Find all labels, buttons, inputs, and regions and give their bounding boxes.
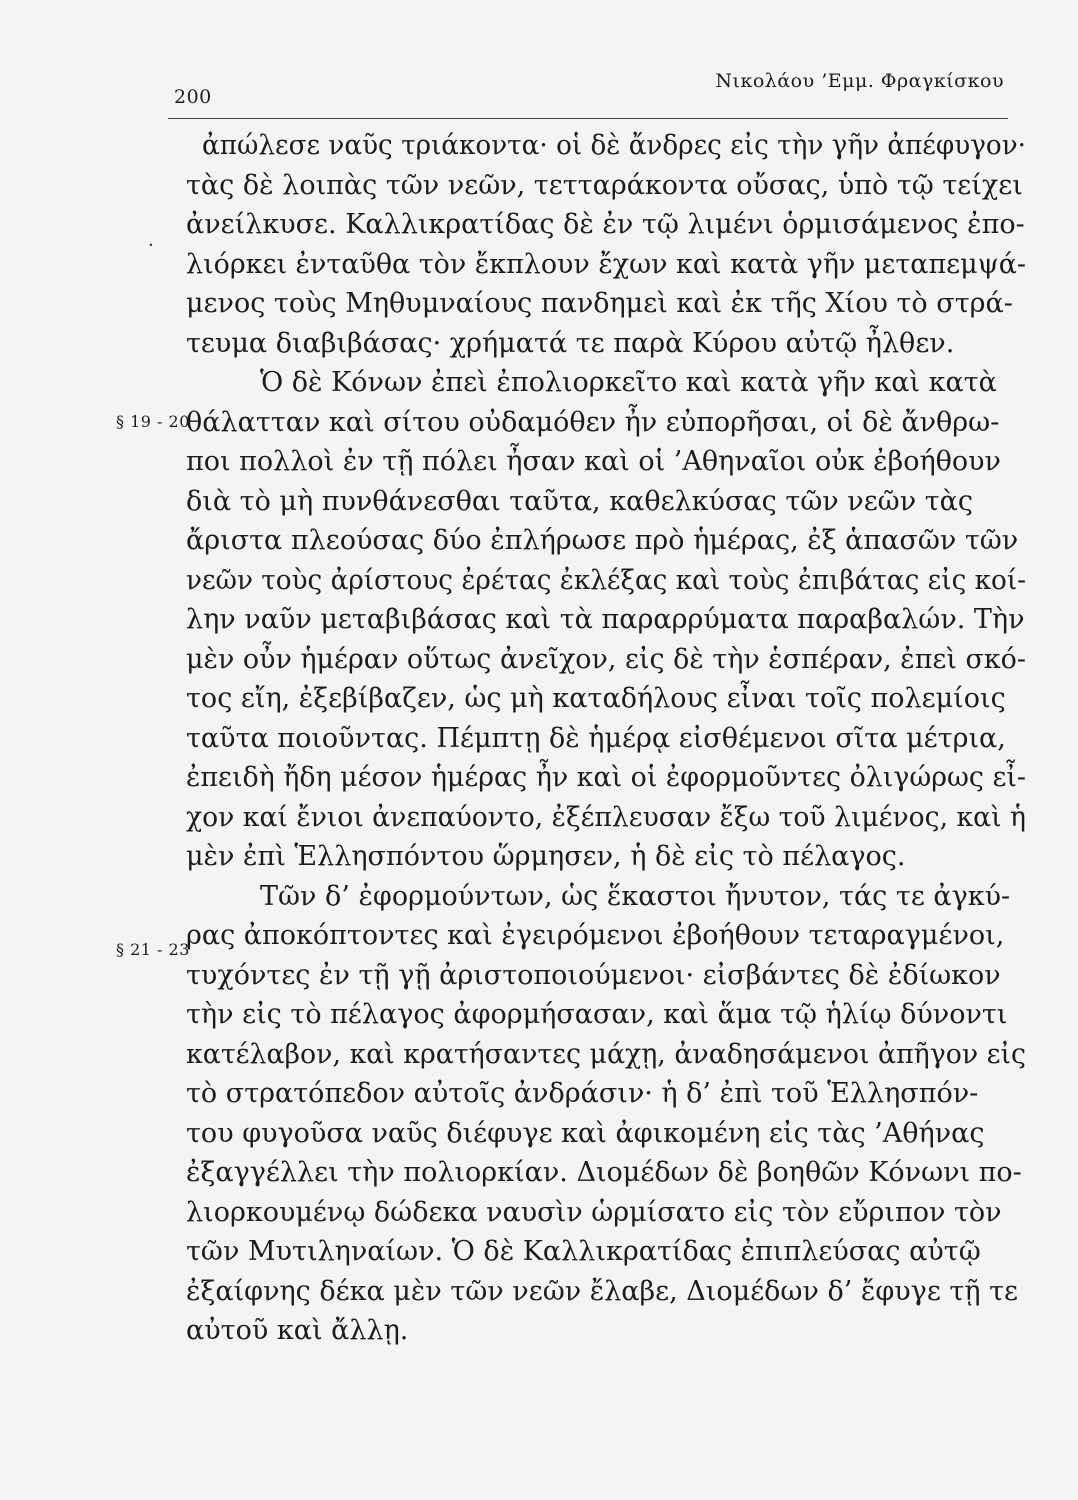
text-line-9: ποι πολλοὶ ἐν τῇ πόλει ἦσαν καὶ οἱ ’Αθηναῖοι οὐκ ἐβοήθουν (186, 446, 1001, 477)
text-line-1: ἀπώλεσε ναῦς τριάκοντα· οἱ δὲ ἄνδρες εἰς τὴν γῆν ἀπέφυγον· (202, 130, 1026, 161)
text-line-6: τευμα διαβιβάσας· χρήματά τε παρὰ Κύρου αὐτῷ ἦλθεν. (186, 327, 955, 359)
text-line-8: θάλατταν καὶ σίτου οὐδαμόθεν ἦν εὐπορῆσαι, οἱ δὲ ἄνθρω- (186, 406, 1000, 438)
text-line-7: Ὁ δὲ Κόνων ἐπεὶ ἐπολιορκεῖτο καὶ κατὰ γῆν καὶ κατὰ (260, 367, 997, 398)
text-line-3: ἀνείλκυσε. Καλλικρατίδας δὲ ἐν τῷ λιμένι ὁρμισάμενος ἐπο- (186, 209, 1025, 240)
marginal-note-21-23: § 21 - 23 (116, 940, 190, 959)
marginal-note-19-20: § 19 - 20 (116, 412, 190, 431)
text-line-17: ἐπειδὴ ἤδη μέσον ἡμέρας ἦν καὶ οἱ ἐφορμοῦντες ὀλιγώρως εἶ- (186, 762, 1026, 793)
text-line-22: τυχόντες ἐν τῇ γῇ ἀριστοποιούμενοι· εἰσβάντες δὲ ἐδίωκον (186, 959, 1001, 991)
text-line-4: λιόρκει ἐνταῦθα τὸν ἔκπλουν ἔχων καὶ κατὰ γῆν μεταπεμψά- (186, 248, 1026, 280)
text-line-21: ρας ἀποκόπτοντες καὶ ἐγειρόμενοι ἐβοήθουν τεταραγμένοι, (186, 920, 1005, 951)
page-header (168, 70, 1008, 119)
margin-dot: · (148, 235, 154, 256)
text-line-14: μὲν οὖν ἡμέραν οὕτως ἀνεῖχον, εἰς δὲ τὴν ἑσπέραν, ἐπεὶ σκό- (186, 643, 1026, 675)
text-line-11: ἄριστα πλεούσας δύο ἐπλήρωσε πρὸ ἡμέρας, ἐξ ἁπασῶν τῶν (186, 525, 1019, 556)
text-line-2: τὰς δὲ λοιπὰς τῶν νεῶν, τετταράκοντα οὔσας, ὑπὸ τῷ τείχει (186, 169, 1023, 201)
text-line-28: λιορκουμένῳ δώδεκα ναυσὶν ὡρμίσατο εἰς τὸν εὔριπον τὸν (186, 1196, 1002, 1228)
text-line-12: νεῶν τοὺς ἀρίστους ἐρέτας ἐκλέξας καὶ τοὺς ἐπιβάτας εἰς κοί- (186, 564, 1026, 596)
text-line-26: του φυγοῦσα ναῦς διέφυγε καὶ ἀφικομένη εἰς τὰς ’Αθήνας (186, 1117, 985, 1149)
text-line-29: τῶν Μυτιληναίων. Ὁ δὲ Καλλικρατίδας ἐπιπλεύσας αὐτῷ (186, 1236, 981, 1267)
text-line-5: μενος τοὺς Μηθυμναίους πανδημεὶ καὶ ἐκ τῆς Χίου τὸ στρά- (186, 288, 1013, 319)
text-line-19: μὲν ἐπὶ Ἑλλησπόντου ὥρμησεν, ἡ δὲ εἰς τὸ πέλαγος. (186, 841, 906, 872)
text-line-24: κατέλαβον, καὶ κρατήσαντες μάχῃ, ἀναδησάμενοι ἀπῆγον εἰς (186, 1038, 1026, 1070)
text-line-31: αὐτοῦ καὶ ἄλλῃ. (186, 1315, 409, 1346)
text-line-25: τὸ στρατόπεδον αὐτοῖς ἀνδράσιν· ἡ δ’ ἐπὶ τοῦ Ἑλλησπόν- (186, 1078, 979, 1109)
text-line-20: Τῶν δ’ ἐφορμούντων, ὡς ἕκαστοι ἤνυτον, τάς τε ἀγκύ- (260, 880, 1011, 912)
text-line-30: ἐξαίφνης δέκα μὲν τῶν νεῶν ἔλαβε, Διομέδων δ’ ἔφυγε τῇ τε (186, 1275, 1019, 1307)
text-line-23: τὴν εἰς τὸ πέλαγος ἀφορμήσασαν, καὶ ἅμα τῷ ἡλίῳ δύνοντι (186, 999, 1008, 1030)
running-head: Νικολάου ’Εμμ. Φραγκίσκου (715, 70, 1004, 92)
text-line-27: ἐξαγγέλλει τὴν πολιορκίαν. Διομέδων δὲ βοηθῶν Κόνωνι πο- (186, 1157, 1022, 1188)
text-line-10: διὰ τὸ μὴ πυνθάνεσθαι ταῦτα, καθελκύσας τῶν νεῶν τὰς (186, 485, 973, 517)
text-line-13: λην ναῦν μεταβιβάσας καὶ τὰ παραρρύματα παραβαλών. Τὴν (186, 604, 1025, 635)
body-text (186, 126, 1026, 1351)
text-line-16: ταῦτα ποιοῦντας. Πέμπτῃ δὲ ἡμέρᾳ εἰσθέμενοι σῖτα μέτρια, (186, 722, 1006, 754)
text-line-15: τος εἴη, ἐξεβίβαζεν, ὡς μὴ καταδήλους εἶναι τοῖς πολεμίοις (186, 683, 1006, 714)
text-line-18: χον καί ἔνιοι ἀνεπαύοντο, ἐξέπλευσαν ἔξω τοῦ λιμένος, καὶ ἡ (186, 801, 1026, 833)
page-number: 200 (174, 86, 212, 108)
